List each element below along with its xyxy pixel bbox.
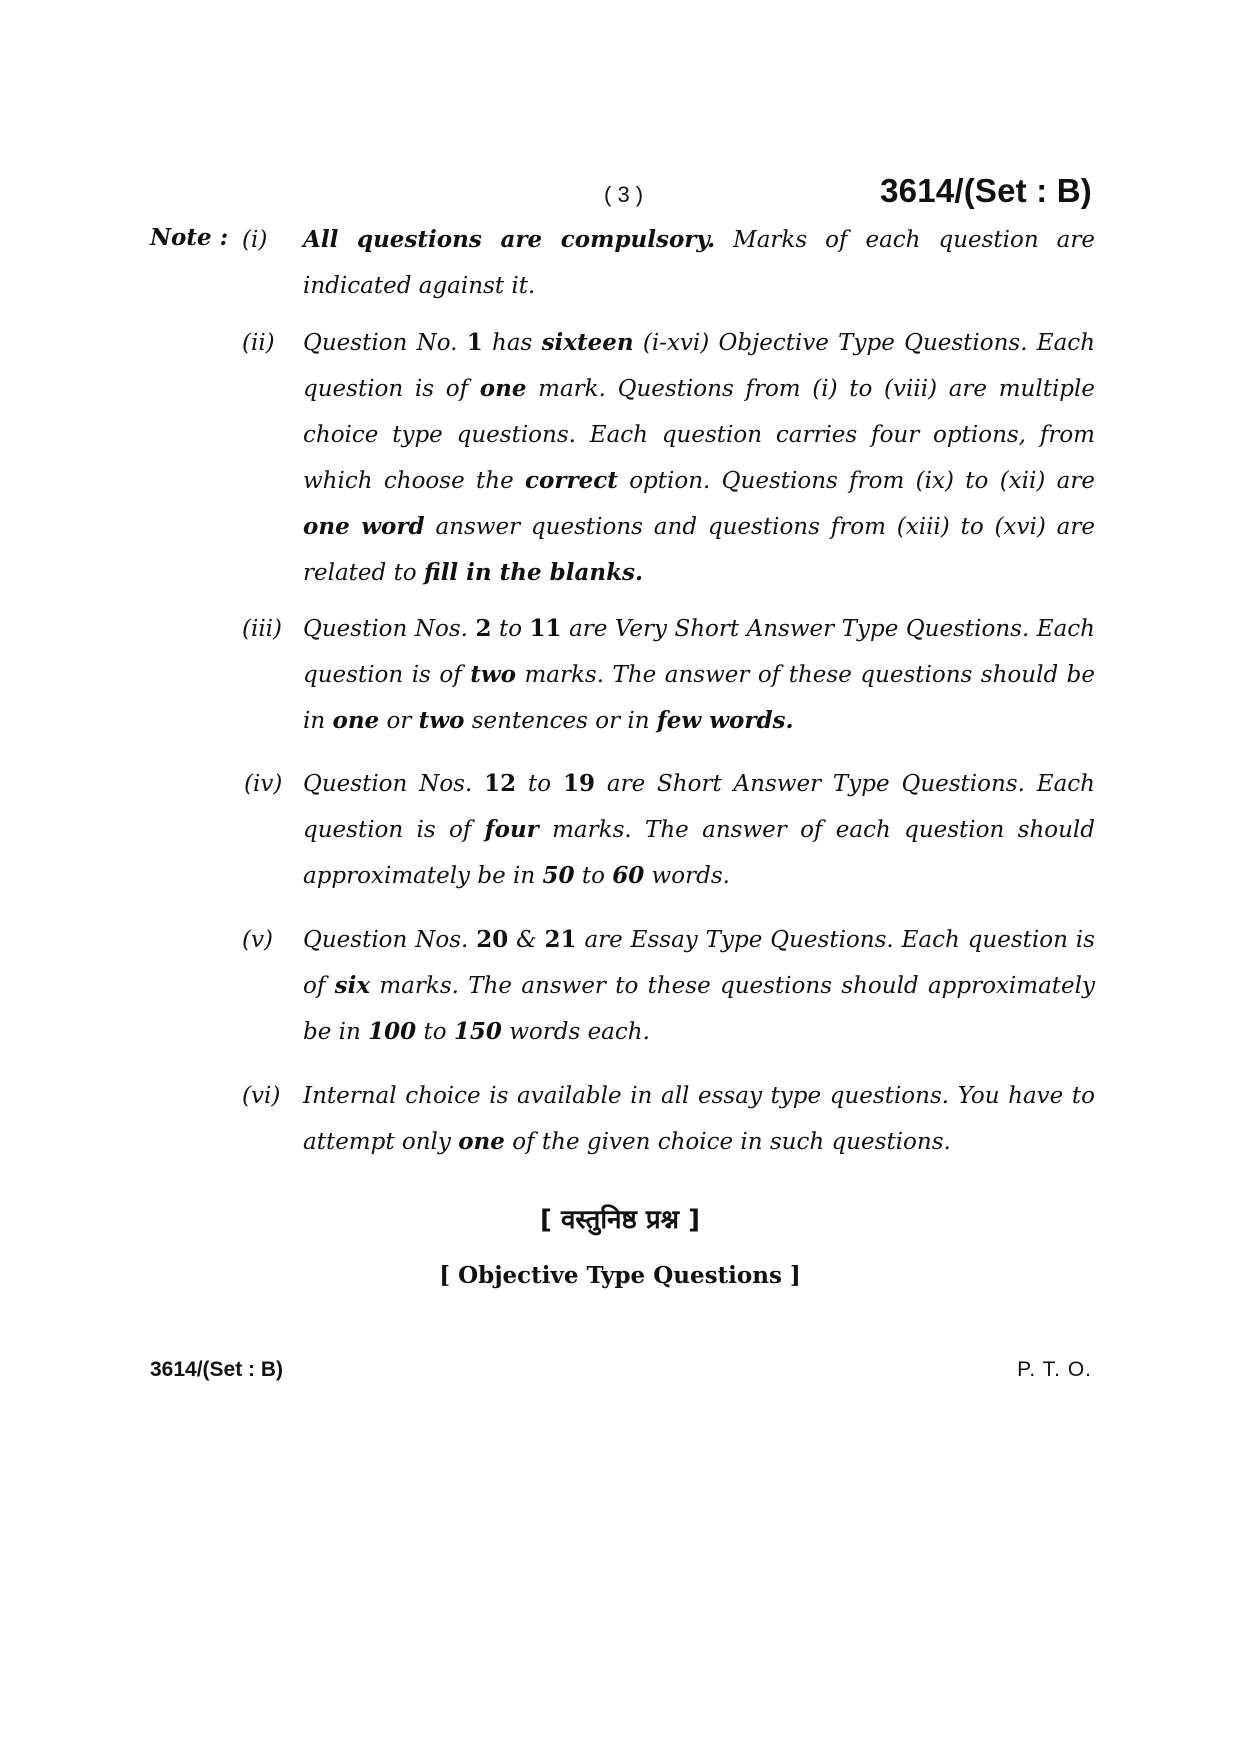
emphasis-text: All questions are compulsory.: [303, 226, 716, 253]
body-text: answer questions and questions from (xiii) to (xvi) are related to: [303, 514, 1095, 586]
note-text: [303, 606, 1095, 744]
body-text: or: [379, 708, 419, 734]
paper-code-header: 3614/(Set : B): [880, 172, 1092, 209]
body-text: to: [491, 616, 530, 642]
emphasis-text: four: [484, 816, 539, 843]
pto-label: P. T. O.: [1017, 1358, 1092, 1381]
emphasis-text: 150: [453, 1018, 502, 1045]
note-text: [303, 917, 1095, 1055]
body-text: are Essay Type Questions. Each question is of: [303, 927, 1095, 999]
question-number-ref: 1: [466, 329, 483, 356]
question-number-ref: 2: [475, 615, 492, 642]
emphasis-text: correct: [525, 467, 618, 494]
body-text: to: [516, 771, 563, 797]
page-number: ( 3 ): [604, 182, 644, 207]
note-text: [303, 761, 1095, 899]
body-text: of the given choice in such questions.: [504, 1129, 951, 1155]
note-number: (iv): [244, 771, 283, 797]
emphasis-text: 50: [542, 862, 575, 889]
emphasis-text: one word: [303, 513, 425, 540]
body-text: words.: [644, 863, 730, 889]
body-text: are Very Short Answer Type Questions. Each question is of: [303, 616, 1095, 688]
emphasis-text: few words.: [656, 707, 794, 734]
body-text: Question Nos.: [303, 616, 476, 642]
emphasis-text: 100: [368, 1018, 417, 1045]
note-number: (vi): [242, 1083, 281, 1109]
note-number: (i): [242, 227, 268, 253]
body-text: to: [416, 1019, 454, 1045]
note-label: Note :: [150, 224, 229, 251]
body-text: marks. The answer of these questions should be in: [303, 662, 1095, 734]
body-text: mark. Questions from (i) to (viii) are multiple choice type questions. Each question carries four options, from which choose the: [303, 376, 1095, 494]
note-number: (ii): [242, 330, 275, 356]
question-number-ref: 11: [529, 615, 562, 642]
body-text: Question Nos.: [303, 927, 477, 953]
body-text: are Short Answer Type Questions. Each question is of: [303, 771, 1095, 843]
section-heading-english: [ Objective Type Questions ]: [439, 1262, 801, 1289]
emphasis-text: fill in the blanks.: [423, 559, 643, 586]
body-text: marks. The answer to these questions should approximately be in: [303, 973, 1096, 1045]
body-text: Question Nos.: [303, 771, 485, 797]
note-text: [303, 1073, 1095, 1165]
body-text: to: [574, 863, 613, 889]
note-number: (iii): [242, 616, 283, 642]
question-number-ref: 21: [544, 926, 577, 953]
emphasis-text: two: [418, 707, 465, 734]
body-text: Internal choice is available in all essay type questions. You have to attempt only: [303, 1083, 1095, 1155]
question-number-ref: 19: [562, 770, 595, 797]
emphasis-text: one: [332, 707, 380, 734]
body-text: Question No.: [303, 330, 467, 356]
body-text: &: [508, 927, 545, 953]
body-text: Marks of each question are indicated against it.: [303, 227, 1095, 299]
body-text: marks. The answer of each question should approximately be in: [303, 817, 1095, 889]
body-text: words each.: [501, 1019, 650, 1045]
note-text: [303, 320, 1095, 596]
note-text: [303, 217, 1095, 309]
paper-code-footer: 3614/(Set : B): [150, 1358, 284, 1381]
body-text: sentences or in: [464, 708, 657, 734]
emphasis-text: one: [458, 1128, 505, 1155]
body-text: (i-xvi) Objective Type Questions. Each question is of: [303, 330, 1096, 402]
emphasis-text: six: [334, 972, 371, 999]
question-number-ref: 12: [484, 770, 517, 797]
note-number: (v): [242, 927, 273, 953]
question-number-ref: 20: [476, 926, 509, 953]
section-heading-hindi: [ वस्तुनिष्ठ प्रश्न ]: [540, 1205, 700, 1235]
body-text: option. Questions from (ix) to (xii) are: [617, 468, 1095, 494]
body-text: has: [482, 330, 542, 356]
emphasis-text: 60: [612, 862, 645, 889]
emphasis-text: one: [479, 375, 527, 402]
emphasis-text: sixteen: [541, 329, 634, 356]
emphasis-text: two: [470, 661, 516, 688]
